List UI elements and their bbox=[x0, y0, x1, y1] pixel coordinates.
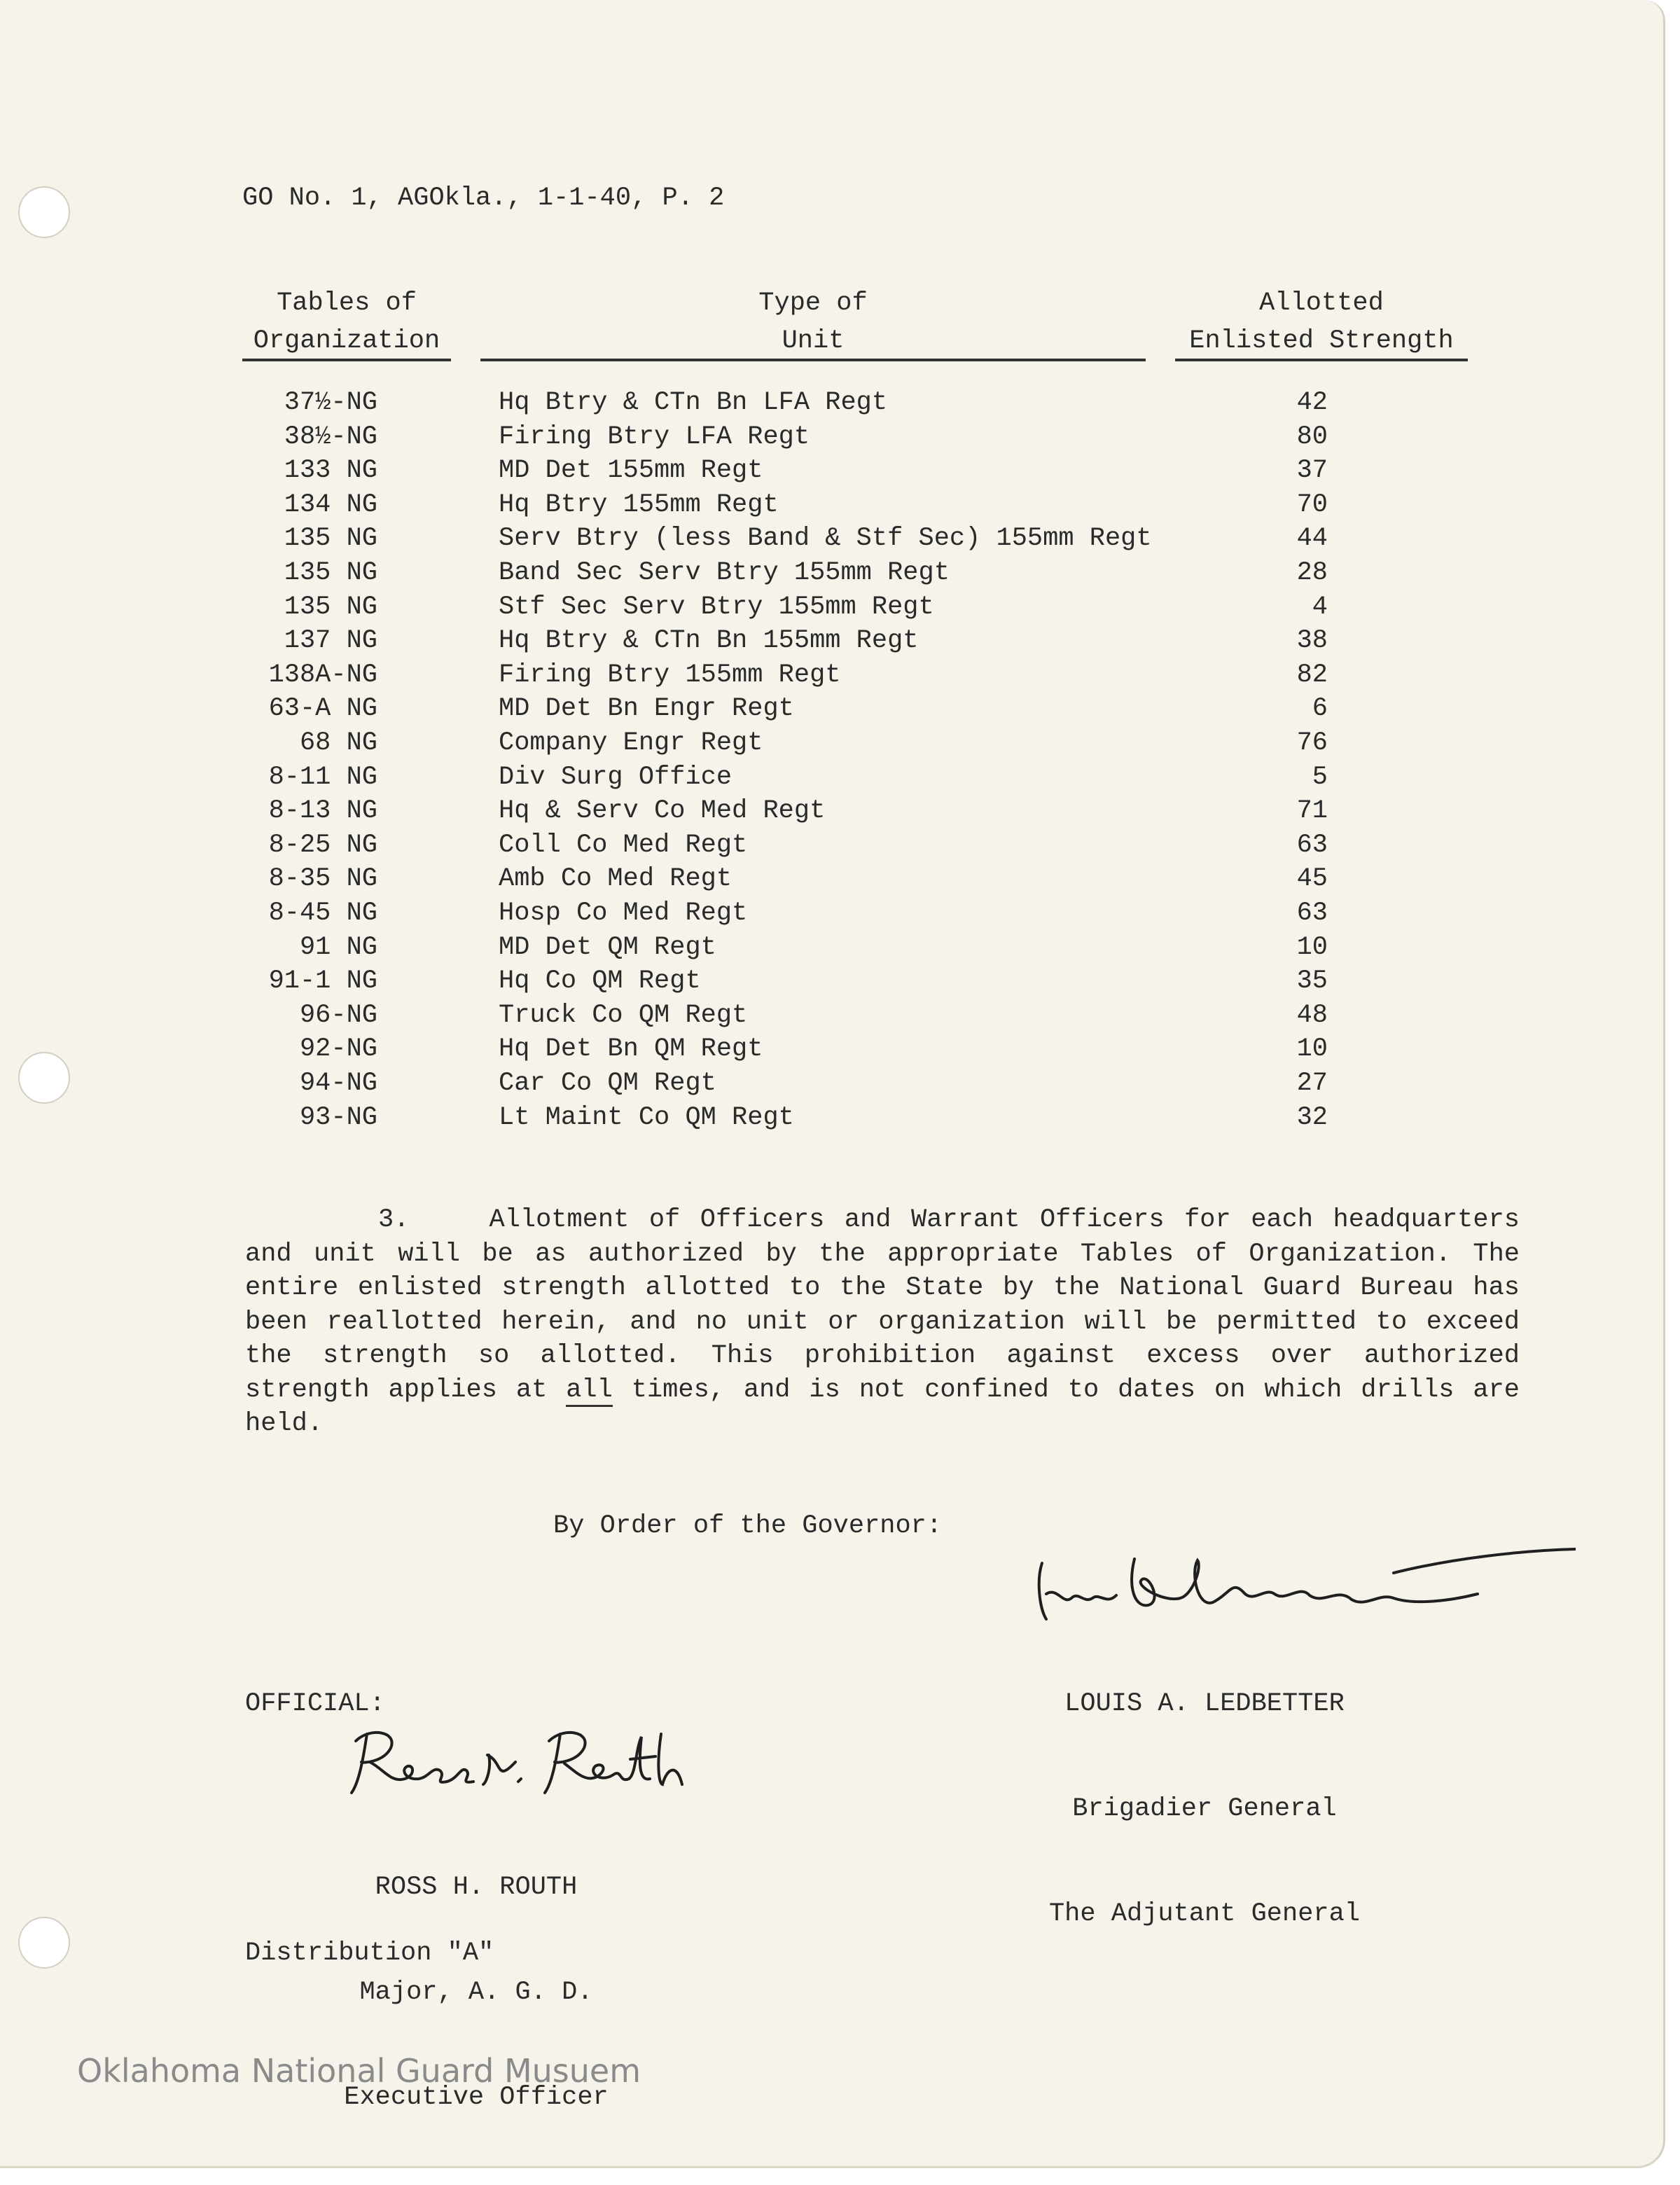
table-cell-strength: 4 bbox=[1312, 592, 1328, 622]
column-header-strength-line2: Enlisted Strength bbox=[1175, 324, 1468, 361]
table-cell-organization: 91-1 NG bbox=[268, 966, 377, 997]
table-cell-organization: 133 NG bbox=[284, 456, 377, 486]
table-cell-strength: 45 bbox=[1296, 864, 1328, 894]
table-cell-organization: 38½-NG bbox=[284, 422, 377, 452]
table-cell-strength: 80 bbox=[1296, 422, 1328, 452]
table-cell-strength: 48 bbox=[1296, 1000, 1328, 1030]
column-header-unit-line2: Unit bbox=[480, 324, 1146, 361]
official-title: Executive Officer bbox=[344, 2083, 609, 2112]
table-cell-strength: 28 bbox=[1296, 558, 1328, 588]
table-row bbox=[0, 966, 1680, 1000]
official-name: ROSS H. ROUTH bbox=[375, 1873, 578, 1902]
table-row bbox=[0, 1034, 1680, 1068]
table-cell-strength: 71 bbox=[1296, 796, 1328, 826]
by-order-line: By Order of the Governor: bbox=[553, 1511, 943, 1541]
table-row bbox=[0, 524, 1680, 557]
table-cell-strength: 76 bbox=[1296, 728, 1328, 758]
table-cell-unit: Amb Co Med Regt bbox=[499, 864, 733, 894]
table-cell-unit: Hq Det Bn QM Regt bbox=[499, 1034, 763, 1064]
punch-hole-top bbox=[18, 186, 70, 238]
table-row bbox=[0, 1069, 1680, 1102]
official-label: OFFICIAL: bbox=[245, 1689, 385, 1719]
table-cell-unit: Coll Co Med Regt bbox=[499, 830, 748, 860]
table-cell-unit: Lt Maint Co QM Regt bbox=[499, 1102, 794, 1132]
table-cell-strength: 37 bbox=[1296, 456, 1328, 486]
table-row bbox=[0, 1001, 1680, 1034]
column-header-strength-line1: Allotted bbox=[1259, 289, 1384, 318]
table-cell-unit: MD Det QM Regt bbox=[499, 932, 716, 962]
ledbetter-signature bbox=[1029, 1538, 1576, 1622]
column-header-unit bbox=[480, 286, 1146, 361]
column-header-tables bbox=[242, 286, 451, 361]
distribution-line: Distribution "A" bbox=[245, 1938, 494, 1968]
table-cell-strength: 10 bbox=[1296, 932, 1328, 962]
table-row bbox=[0, 456, 1680, 490]
official-block bbox=[301, 1800, 651, 2185]
table-cell-strength: 38 bbox=[1296, 626, 1328, 656]
table-row bbox=[0, 933, 1680, 966]
table-cell-unit: Hq Co QM Regt bbox=[499, 966, 701, 997]
table-row bbox=[0, 1103, 1680, 1137]
table-cell-strength: 6 bbox=[1312, 694, 1328, 724]
signatory-title: The Adjutant General bbox=[1048, 1899, 1361, 1929]
table-row bbox=[0, 694, 1680, 728]
table-cell-strength: 32 bbox=[1296, 1102, 1328, 1132]
paragraph-text-before: Allotment of Officers and Warrant Officers for each headquarters and unit will be as authorized by the appropriate Tables of Organization. The entire enlisted strength allotted to the State by the National Guard Bureau has been reallotted herein, and no unit or organization will be permitted to exceed the strength so allotted. This prohibition against excess over authorized strength applies at bbox=[245, 1205, 1520, 1405]
table-cell-organization: 8-25 NG bbox=[268, 830, 377, 860]
table-cell-organization: 135 NG bbox=[284, 558, 377, 588]
museum-watermark: Oklahoma National Guard Musuem bbox=[77, 2052, 641, 2090]
paragraph-3 bbox=[245, 1203, 1520, 1441]
table-cell-organization: 93-NG bbox=[299, 1102, 377, 1132]
table-cell-unit: Hq & Serv Co Med Regt bbox=[499, 796, 826, 826]
table-cell-unit: Firing Btry LFA Regt bbox=[499, 422, 810, 452]
table-row bbox=[0, 728, 1680, 762]
punch-hole-bottom bbox=[18, 1917, 70, 1969]
table-cell-organization: 8-13 NG bbox=[268, 796, 377, 826]
table-cell-unit: Stf Sec Serv Btry 155mm Regt bbox=[499, 592, 934, 622]
table-cell-strength: 27 bbox=[1296, 1069, 1328, 1098]
table-cell-strength: 10 bbox=[1296, 1034, 1328, 1064]
table-cell-unit: Company Engr Regt bbox=[499, 728, 763, 758]
table-cell-unit: MD Det Bn Engr Regt bbox=[499, 694, 794, 724]
table-cell-unit: Div Surg Office bbox=[499, 762, 733, 792]
table-cell-strength: 5 bbox=[1312, 762, 1328, 792]
column-header-strength bbox=[1175, 286, 1468, 361]
table-cell-unit: Hosp Co Med Regt bbox=[499, 899, 748, 928]
table-cell-unit: Firing Btry 155mm Regt bbox=[499, 660, 841, 690]
table-row bbox=[0, 831, 1680, 864]
table-cell-unit: Car Co QM Regt bbox=[499, 1069, 716, 1098]
document-reference: GO No. 1, AGOkla., 1-1-40, P. 2 bbox=[242, 183, 725, 213]
table-cell-organization: 134 NG bbox=[284, 490, 377, 520]
table-row bbox=[0, 763, 1680, 796]
table-cell-organization: 8-35 NG bbox=[268, 864, 377, 894]
signatory-rank: Brigadier General bbox=[1072, 1794, 1337, 1824]
table-row bbox=[0, 388, 1680, 422]
table-cell-unit: Serv Btry (less Band & Stf Sec) 155mm Regt bbox=[499, 524, 1152, 554]
table-cell-unit: Band Sec Serv Btry 155mm Regt bbox=[499, 558, 950, 588]
table-cell-strength: 82 bbox=[1296, 660, 1328, 690]
paragraph-text-after: times, and is not confined to dates on which drills are held. bbox=[245, 1375, 1520, 1438]
signatory-block bbox=[1008, 1616, 1401, 2002]
table-cell-strength: 63 bbox=[1296, 830, 1328, 860]
table-cell-strength: 44 bbox=[1296, 524, 1328, 554]
table-row bbox=[0, 660, 1680, 694]
table-cell-unit: Hq Btry & CTn Bn 155mm Regt bbox=[499, 626, 919, 656]
column-header-tables-line1: Tables of bbox=[277, 289, 417, 318]
table-cell-organization: 92-NG bbox=[299, 1034, 377, 1064]
table-row bbox=[0, 592, 1680, 626]
table-row bbox=[0, 796, 1680, 830]
table-cell-strength: 35 bbox=[1296, 966, 1328, 997]
table-row bbox=[0, 899, 1680, 932]
table-cell-organization: 135 NG bbox=[284, 524, 377, 554]
table-cell-unit: MD Det 155mm Regt bbox=[499, 456, 763, 486]
table-cell-unit: Hq Btry 155mm Regt bbox=[499, 490, 779, 520]
table-row bbox=[0, 490, 1680, 524]
table-row bbox=[0, 422, 1680, 456]
paragraph-underlined-word: all bbox=[566, 1375, 613, 1407]
table-row bbox=[0, 626, 1680, 660]
official-rank: Major, A. G. D. bbox=[359, 1978, 593, 2007]
routh-signature bbox=[342, 1720, 692, 1797]
table-row bbox=[0, 558, 1680, 592]
table-cell-organization: 8-45 NG bbox=[268, 899, 377, 928]
table-row bbox=[0, 864, 1680, 898]
table-cell-organization: 37½-NG bbox=[284, 388, 377, 417]
paragraph-number: 3. bbox=[378, 1205, 410, 1235]
table-cell-organization: 91 NG bbox=[299, 932, 377, 962]
table-cell-organization: 138A-NG bbox=[268, 660, 377, 690]
table-cell-strength: 42 bbox=[1296, 388, 1328, 417]
table-cell-organization: 68 NG bbox=[299, 728, 377, 758]
table-cell-organization: 63-A NG bbox=[268, 694, 377, 724]
table-cell-organization: 8-11 NG bbox=[268, 762, 377, 792]
table-cell-unit: Hq Btry & CTn Bn LFA Regt bbox=[499, 388, 888, 417]
table-cell-organization: 94-NG bbox=[299, 1069, 377, 1098]
table-cell-organization: 137 NG bbox=[284, 626, 377, 656]
table-cell-strength: 63 bbox=[1296, 899, 1328, 928]
column-header-tables-line2: Organization bbox=[242, 324, 451, 361]
table-cell-organization: 135 NG bbox=[284, 592, 377, 622]
table-cell-organization: 96-NG bbox=[299, 1000, 377, 1030]
table-cell-strength: 70 bbox=[1296, 490, 1328, 520]
table-cell-unit: Truck Co QM Regt bbox=[499, 1000, 748, 1030]
signatory-name: LOUIS A. LEDBETTER bbox=[1064, 1689, 1345, 1719]
column-header-unit-line1: Type of bbox=[758, 289, 868, 318]
